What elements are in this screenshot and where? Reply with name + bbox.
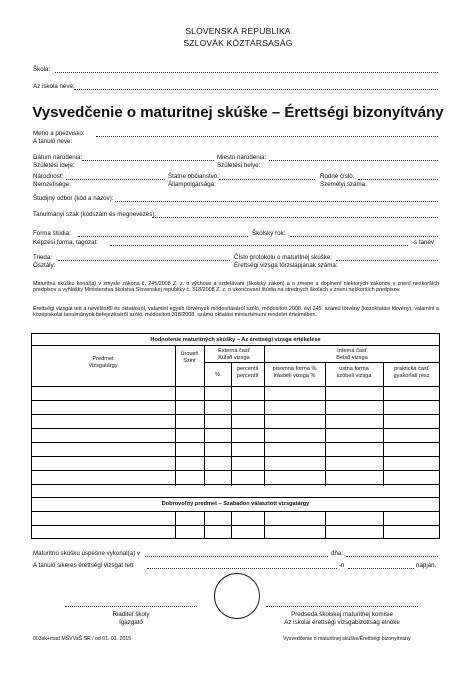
study-form-hu-field[interactable]: [110, 245, 408, 246]
day-suffix: napján.: [416, 562, 437, 569]
birth-date-label-hu: Születési ideje:: [33, 162, 75, 169]
class-label-hu: Osztály:: [33, 262, 56, 269]
col-subject-hu: Vizsgatárgy: [88, 363, 118, 369]
birth-number-label: Rodné číslo:: [320, 173, 355, 180]
date-label: dňa:: [331, 550, 344, 557]
table-hline: [31, 456, 440, 457]
birth-place-label-hu: Születési helye:: [217, 162, 261, 169]
table-vline: [264, 511, 265, 539]
director-label-hu: Igazgató: [119, 619, 143, 626]
birth-number-field[interactable]: [358, 179, 438, 180]
table-hline: [31, 400, 440, 401]
col-oral: ústna forma: [339, 366, 369, 372]
country-name: SLOVENSKÁ REPUBLIKA: [185, 26, 291, 36]
school-label: Škola:: [33, 66, 51, 73]
table-vline: [325, 511, 326, 539]
name-label: Meno a priezvisko:: [33, 130, 85, 137]
suffix-n: -n: [339, 562, 345, 569]
footer-doc: Vysvedčenie o maturitnej skúške/Érettségi bizonyítvány: [283, 636, 411, 642]
director-label: Riaditeľ školy: [112, 611, 150, 618]
birth-date-label: Dátum narodenia:: [33, 154, 83, 161]
nationality-field[interactable]: [66, 179, 165, 180]
birth-date-field[interactable]: [82, 160, 214, 161]
year-suffix: -s tanév: [412, 239, 435, 246]
school-year-field[interactable]: [290, 236, 438, 237]
school-seal: [214, 573, 260, 619]
table-vline: [231, 362, 232, 486]
table-vline: [175, 511, 176, 539]
study-form-field[interactable]: [78, 236, 248, 237]
table-hline: [31, 525, 440, 526]
commission-signature-line[interactable]: [266, 606, 418, 607]
table-title: Hodnotenie maturitných skúšky – Az érettségi vizsga értékelése: [150, 337, 321, 343]
nationality-label: Národnosť:: [33, 173, 64, 180]
col-written-hu: írásbeli vizsga %: [273, 373, 316, 379]
passed-place-field[interactable]: [145, 556, 328, 557]
protocol-field[interactable]: [336, 260, 438, 261]
name-label-hu: A tanuló neve:: [33, 138, 73, 145]
document-title: Vysvedčenie o maturitnej skúške – Érettségi bizonyítvány: [32, 104, 444, 121]
table-vline: [204, 345, 205, 486]
citizenship-label-hu: Állampolgársága:: [168, 181, 216, 188]
col-subject: Predmet: [92, 356, 114, 362]
school-field[interactable]: [55, 72, 438, 73]
director-signature-line[interactable]: [65, 606, 197, 607]
footer-code: 003sk+mad MŠVVaŠ SR / od 01. 01. 2015: [33, 636, 132, 642]
study-field-label-hu: Tanulmányi szak (kódszám és megnevezés):: [33, 211, 157, 218]
table-vline: [383, 511, 384, 539]
col-written: písomná forma %: [272, 366, 317, 372]
table-hline: [264, 362, 440, 363]
school-name-label: Az iskola neve:: [33, 83, 75, 90]
birth-number-label-hu: Személyi száma:: [320, 181, 367, 188]
table-vline: [231, 511, 232, 539]
nationality-label-hu: Nemzetisége:: [33, 181, 71, 188]
citizenship-label: Štátne občianstvo:: [168, 173, 219, 180]
table-hline: [31, 428, 440, 429]
legal-paragraph-sk: Maturitnú skúšku konal(a) v zmysle zákona č. 245/2008 Z. z. o výchove a vzdelávaní (školský zákon) a o zmene a doplnení niektorých zákonov v znení neskorších predpisov a vyhlášky Ministerstva školstva Slovenskej republiky č. 318/2008 Z. z. o ukončovaní štúdia na stredných školách v znení neskorších predpisov.: [33, 281, 439, 294]
table-hline: [31, 497, 440, 498]
voluntary-title: Dobrovoľný predmet – Szabadon választott vizsgatárgy: [161, 501, 310, 507]
col-level-hu: Szint: [183, 358, 196, 364]
commission-label: Predseda školskej maturitnej komisie: [291, 611, 393, 618]
table-hline: [204, 362, 264, 363]
birth-place-label: Miesto narodenia:: [217, 154, 267, 161]
col-practical-hu: gyakorlati rész: [393, 373, 430, 379]
col-external: Externá časť: [218, 348, 250, 354]
col-practical: praktická časť: [394, 366, 429, 372]
class-label: Trieda:: [33, 254, 53, 261]
school-year-label: Školský rok:: [252, 230, 286, 237]
study-field-label: Študijný odbor (kód a názov):: [33, 195, 114, 202]
table-vline: [204, 511, 205, 539]
table-vline: [175, 345, 176, 486]
table-hline: [31, 470, 440, 471]
passed-place-hu-field[interactable]: [147, 568, 337, 569]
name-field[interactable]: [96, 136, 438, 137]
class-field[interactable]: [58, 260, 230, 261]
table-hline: [31, 511, 440, 512]
col-internal-hu: Belső vizsga: [336, 355, 368, 361]
col-percentile: percentil: [236, 366, 259, 372]
table-hline: [31, 442, 440, 443]
col-internal: Interná časť: [337, 348, 367, 354]
study-field-hu-field[interactable]: [152, 217, 438, 218]
table-hline: [31, 484, 440, 485]
birth-place-field[interactable]: [269, 160, 438, 161]
table-hline: [31, 345, 440, 346]
table-vline: [383, 362, 384, 486]
table-hline: [31, 386, 440, 387]
protocol-label-hu: Érettségi vizsga törzslapjának száma:: [234, 262, 338, 269]
country-name-hu: SZLOVÁK KÖZTÁRSASÁG: [183, 38, 293, 48]
citizenship-field[interactable]: [219, 179, 315, 180]
study-form-label-hu: Képzési forma, tagozat:: [33, 239, 99, 246]
col-external-hu: Külső vizsga: [218, 355, 250, 361]
col-level: Úroveň: [180, 351, 199, 357]
col-percentile-hu: percentil: [236, 373, 259, 379]
school-name-field[interactable]: [74, 89, 438, 90]
passed-label: Maturitnú skúšku úspešne vykonal(a) v: [33, 550, 140, 557]
table-vline: [325, 362, 326, 486]
col-percent: %: [215, 372, 220, 378]
commission-label-hu: Az iskolai érettségi vizsgabizottság elnöke: [284, 619, 400, 626]
study-form-label: Forma štúdia:: [33, 230, 71, 237]
protocol-label: Číslo protokolu o maturitnej skúške:: [234, 254, 333, 261]
passed-label-hu: A tanuló sikeres érettségi vizsgát tett: [33, 562, 134, 569]
date-hu-field[interactable]: [348, 568, 414, 569]
legal-paragraph-hu: Érettségi vizsgát tett a nevelésről és oktatásról, valamint egyéb törvények módosításáról szóló, módosított 2008. évi 245. számú törvény (közoktatási törvény), valamint a középiskolai tanulmányok befejezéséről szóló, módosított 318/2008. számú oktatási minisztériumi rendelet értelmében.: [33, 306, 439, 319]
col-oral-hu: szóbeli vizsga: [336, 373, 372, 379]
study-field-field[interactable]: [115, 201, 438, 202]
table-hline: [31, 414, 440, 415]
date-field[interactable]: [346, 556, 438, 557]
